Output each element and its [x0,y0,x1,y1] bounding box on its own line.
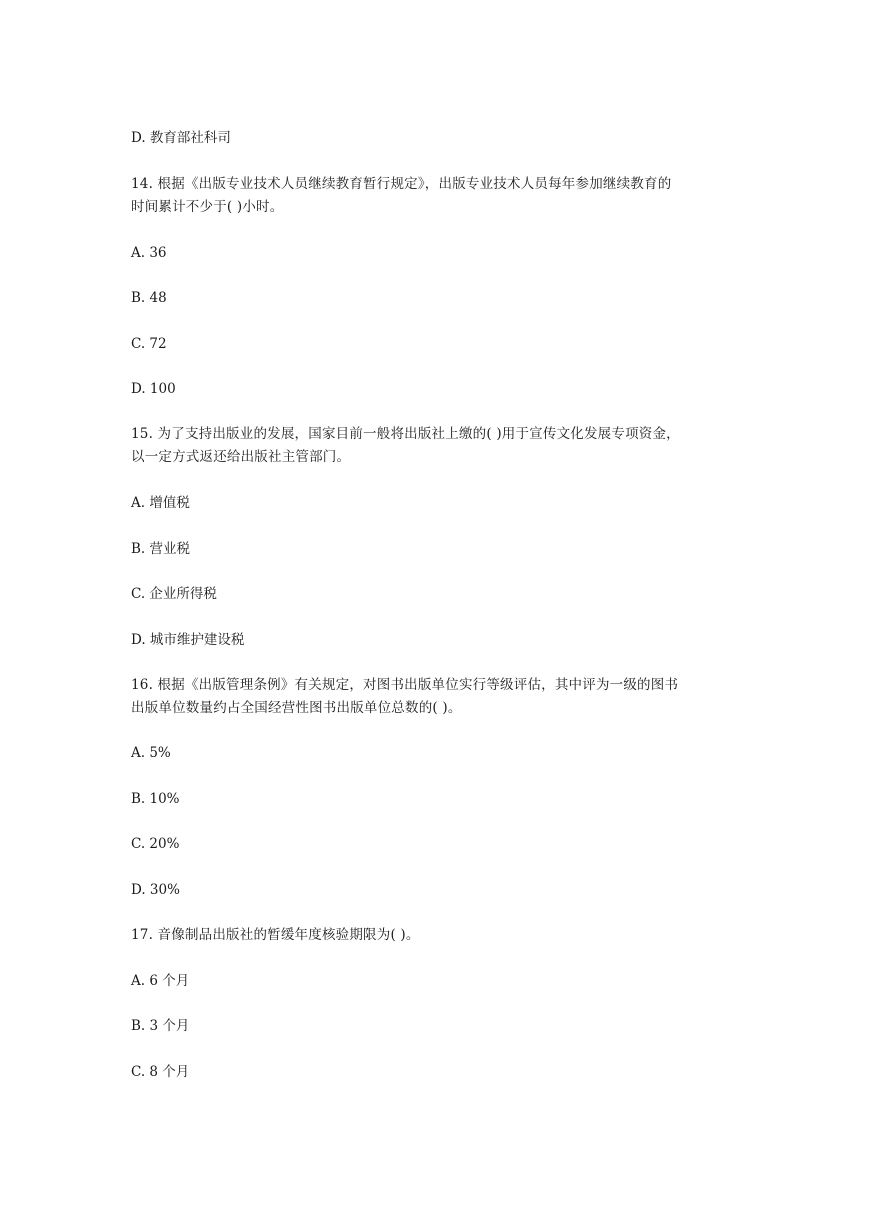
option-b: B. 3 个月 [131,1018,190,1034]
option-d: D. 100 [131,381,176,397]
option-b: B. 营业税 [131,541,191,557]
option-c: C. 8 个月 [131,1064,190,1080]
question-stem-line: 以一定方式返还给出版社主管部门。 [131,449,351,465]
option-c: C. 企业所得税 [131,586,217,602]
option-a: A. 36 [131,245,167,261]
option-b: B. 10% [131,791,180,807]
option-d: D. 30% [131,882,180,898]
option-d: D. 城市维护建设税 [131,632,245,648]
option-a: A. 增值税 [131,495,190,511]
option-a: A. 6 个月 [131,973,190,989]
question-stem-line: 17. 音像制品出版社的暂缓年度核验期限为( )。 [131,927,420,943]
question-stem-line: 15. 为了支持出版业的发展，国家目前一般将出版社上缴的( )用于宣传文化发展专项资金， [131,426,680,442]
option-c: C. 20% [131,836,180,852]
question-stem-line: 16. 根据《出版管理条例》有关规定，对图书出版单位实行等级评估，其中评为一级的图书 [131,677,679,693]
option-b: B. 48 [131,290,167,306]
option-a: A. 5% [131,745,171,761]
question-stem-line: 时间累计不少于( )小时。 [131,199,284,215]
option-c: C. 72 [131,336,167,352]
question-stem-line: 出版单位数量约占全国经营性图书出版单位总数的( )。 [131,700,462,716]
question-stem-line: 14. 根据《出版专业技术人员继续教育暂行规定》，出版专业技术人员每年参加继续教育的 [131,176,672,192]
option-d: D. 教育部社科司 [131,130,231,146]
